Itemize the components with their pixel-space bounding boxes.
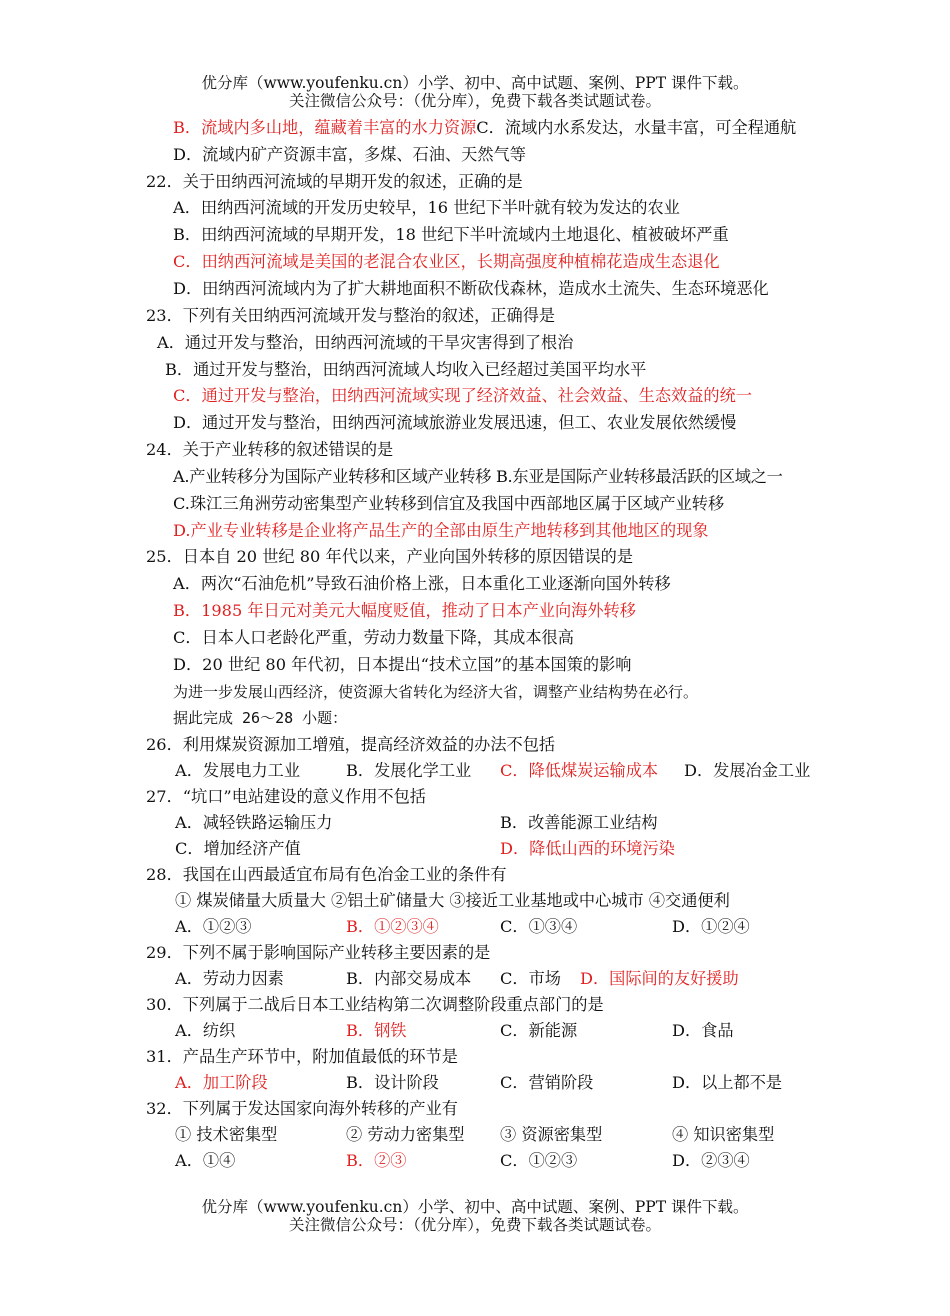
q22-option-b: B．田纳西河流域的早期开发，18 世纪下半叶流域内土地退化、植被破坏严重	[173, 225, 729, 244]
q30-option-b-answer: B．钢铁	[346, 1021, 407, 1040]
q32-option-b-answer: B．②③	[346, 1151, 407, 1170]
q30-stem: 30．下列属于二战后日本工业结构第二次调整阶段重点部门的是	[146, 995, 604, 1014]
q24-option-ab: A.产业转移分为国际产业转移和区域产业转移 B.东亚是国际产业转移最活跃的区域之一	[173, 467, 783, 486]
q25-stem: 25．日本自 20 世纪 80 年代以来，产业向国外转移的原因错误的是	[146, 547, 634, 566]
header-line-1: 优分库（www.youfenku.cn）小学、初中、高中试题、案例、PPT 课件下载。	[201, 74, 749, 92]
q26-option-c-answer: C．降低煤炭运输成本	[500, 761, 659, 780]
q32-item-3: ③ 资源密集型	[500, 1125, 603, 1144]
q26-option-a: A．发展电力工业	[175, 761, 301, 780]
q21-option-d: D．流域内矿产资源丰富，多煤、石油、天然气等	[173, 145, 526, 164]
q25-option-d: D．20 世纪 80 年代初，日本提出“技术立国”的基本国策的影响	[173, 655, 632, 674]
q30-option-c: C．新能源	[500, 1021, 578, 1040]
q29-option-b: B．内部交易成本	[346, 969, 472, 988]
q22-option-d: D．田纳西河流域内为了扩大耕地面积不断砍伐森林，造成水土流失、生态环境恶化	[173, 279, 769, 298]
footer-line-2: 关注微信公众号：（优分库），免费下载各类试题试卷。	[288, 1216, 661, 1234]
q31-option-a-answer: A．加工阶段	[175, 1073, 268, 1092]
q25-option-c: C．日本人口老龄化严重，劳动力数量下降，其成本很高	[173, 628, 574, 647]
q24-option-c: C.珠江三角洲劳动密集型产业转移到信宜及我国中西部地区属于区域产业转移	[173, 494, 725, 513]
q23-option-b: B．通过开发与整治，田纳西河流域人均收入已经超过美国平均水平	[165, 360, 647, 379]
q28-option-c: C．①③④	[500, 917, 578, 936]
q31-option-c: C．营销阶段	[500, 1073, 594, 1092]
q23-stem: 23．下列有关田纳西河流域开发与整治的叙述，正确得是	[146, 306, 556, 325]
q24-stem: 24．关于产业转移的叙述错误的是	[146, 440, 394, 459]
q25-option-a: A．两次“石油危机”导致石油价格上涨，日本重化工业逐渐向国外转移	[173, 574, 671, 593]
q32-item-1: ① 技术密集型	[175, 1125, 278, 1144]
q26-stem: 26．利用煤炭资源加工增殖，提高经济效益的办法不包括	[146, 735, 556, 754]
q29-stem: 29．下列不属于影响国际产业转移主要因素的是	[146, 943, 491, 962]
intro-line-2: 据此完成 26～28 小题：	[173, 709, 348, 727]
q27-option-a: A．减轻铁路运输压力	[175, 813, 333, 832]
q30-option-d: D．食品	[672, 1021, 734, 1040]
q32-item-4: ④ 知识密集型	[672, 1125, 775, 1144]
q24-option-d-answer: D.产业专业转移是企业将产品生产的全部由原生产地转移到其他地区的现象	[173, 521, 709, 540]
q31-option-b: B．设计阶段	[346, 1073, 439, 1092]
q21-options-bc	[173, 117, 796, 139]
q23-option-d: D．通过开发与整治，田纳西河流域旅游业发展迅速，但工、农业发展依然缓慢	[173, 413, 737, 432]
q21-option-b: B．流域内多山地，蕴藏着丰富的水力资源	[173, 118, 477, 137]
footer-line-1: 优分库（www.youfenku.cn）小学、初中、高中试题、案例、PPT 课件下载。	[201, 1198, 749, 1216]
q27-stem: 27．“坑口”电站建设的意义作用不包括	[146, 787, 426, 806]
q27-option-d-answer: D．降低山西的环境污染	[500, 839, 675, 858]
q26-option-b: B．发展化学工业	[346, 761, 472, 780]
q28-option-b-answer: B．①②③④	[346, 917, 439, 936]
intro-line-1: 为进一步发展山西经济，使资源大省转化为经济大省，调整产业结构势在必行。	[173, 683, 699, 701]
q22-stem: 22．关于田纳西河流域的早期开发的叙述，正确的是	[146, 172, 523, 191]
q26-option-d: D．发展冶金工业	[684, 761, 811, 780]
q22-option-c-answer: C．田纳西河流域是美国的老混合农业区，长期高强度种植棉花造成生态退化	[173, 252, 720, 271]
q29-option-d-answer: D．国际间的友好援助	[580, 969, 739, 988]
q30-option-a: A．纺织	[175, 1021, 236, 1040]
q32-item-2: ② 劳动力密集型	[346, 1125, 465, 1144]
q29-option-c: C．市场	[500, 969, 561, 988]
q32-option-d: D．②③④	[672, 1151, 750, 1170]
q27-option-c: C．增加经济产值	[175, 839, 301, 858]
q28-stem: 28．我国在山西最适宜布局有色冶金工业的条件有	[146, 865, 507, 884]
q23-option-a: A．通过开发与整治，田纳西河流域的干旱灾害得到了根治	[157, 333, 574, 352]
q22-option-a: A．田纳西河流域的开发历史较早，16 世纪下半叶就有较为发达的农业	[173, 198, 680, 217]
q32-option-c: C．①②③	[500, 1151, 578, 1170]
q31-stem: 31．产品生产环节中，附加值最低的环节是	[146, 1047, 458, 1066]
q21-option-c: C．流域内水系发达，水量丰富，可全程通航	[476, 118, 797, 137]
q32-option-a: A．①④	[175, 1151, 236, 1170]
q31-option-d: D．以上都不是	[672, 1073, 783, 1092]
q27-option-b: B．改善能源工业结构	[500, 813, 658, 832]
q28-items: ① 煤炭储量大质量大 ②铝土矿储量大 ③接近工业基地或中心城市 ④交通便利	[175, 891, 730, 910]
q23-option-c-answer: C．通过开发与整治，田纳西河流域实现了经济效益、社会效益、生态效益的统一	[173, 386, 752, 405]
header-line-2: 关注微信公众号：（优分库），免费下载各类试题试卷。	[288, 92, 661, 110]
q29-option-a: A．劳动力因素	[175, 969, 284, 988]
q32-stem: 32．下列属于发达国家向海外转移的产业有	[146, 1099, 458, 1118]
q25-option-b-answer: B．1985 年日元对美元大幅度贬值，推动了日本产业向海外转移	[173, 601, 636, 620]
q28-option-a: A．①②③	[175, 917, 252, 936]
q28-option-d: D．①②④	[672, 917, 750, 936]
